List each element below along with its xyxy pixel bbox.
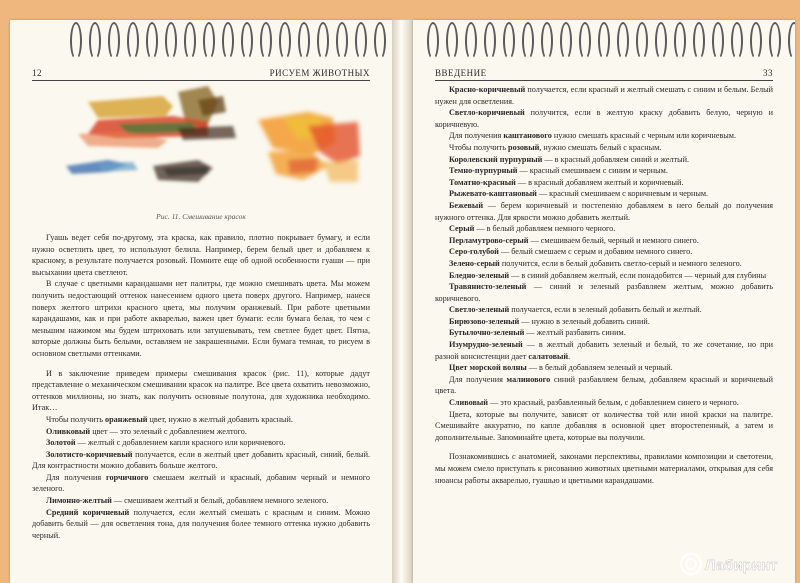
paragraph: [435, 223, 773, 235]
color-term: оранжевый: [105, 414, 148, 424]
spiral-binding: [427, 22, 795, 66]
paragraph: [32, 368, 370, 414]
paragraph-text: — красный смешиваем с коричневым и черным.: [536, 189, 709, 199]
spiral-ring: [465, 22, 477, 60]
paragraph-text: синий разбавляем белым, добавляем красный и коричневый цвета.: [435, 374, 774, 396]
color-term: Сливовый: [449, 398, 489, 408]
color-term: Томатно-красный: [449, 177, 516, 187]
paragraph-text: И в заключение приведем примеры смешивания красок (рис. 11), которые дадут представление о механическом смешивании красок на палитре. Все цвета охватить невозможно, оттенков миллионы, но знать, как получить основные полутона, для художника необходимо. Итак…: [32, 368, 370, 413]
paragraph-text: получается, если в зеленый добавить белый и желтый.: [509, 305, 702, 315]
paragraph-text: Познакомившись с анатомией, законами перспективы, правилами композиции и светотени, мы можем смело приступать к рисованию животных цветными материалами, открывая для себя нюансы работы акварелью, гуашью и цветными карандашами.: [435, 452, 773, 485]
spiral-ring: [427, 22, 439, 60]
paint-mixing-figure: [58, 82, 363, 207]
spiral-ring: [108, 22, 120, 60]
spiral-ring: [579, 22, 591, 60]
spiral-ring: [89, 22, 101, 60]
paragraph: [435, 281, 773, 304]
color-term: Оливковый: [46, 426, 91, 436]
paragraph: [435, 200, 773, 223]
color-term: Изумрудно-зеленый: [449, 340, 523, 350]
watermark-text: Лабиринт: [705, 557, 778, 574]
color-term: Королевский пурпурный: [449, 154, 543, 164]
paragraph-text: — в белый добавляем немного черного.: [474, 224, 616, 234]
paragraph-text: — в желтый добавить зеленый и белый, то же сочетание, но при разной консистенции дает: [435, 340, 773, 361]
paragraph: [32, 426, 370, 438]
paragraph: [435, 339, 773, 362]
paragraph-text: — в красный добавляем синий и желтый.: [542, 154, 690, 164]
spiral-ring: [541, 22, 553, 60]
spiral-ring: [184, 22, 196, 60]
paragraph: [435, 246, 773, 258]
color-term: горчичного: [105, 472, 149, 482]
color-term: Рыжевато-каштановый: [449, 189, 537, 199]
color-term: Золотой: [46, 438, 76, 448]
paragraph-text: Чтобы получить: [46, 414, 106, 424]
page-header: [435, 66, 773, 81]
spiral-ring: [298, 22, 310, 60]
color-term: розовый: [508, 142, 540, 152]
color-term: малинового: [506, 374, 551, 384]
color-term: Зелено-серый: [449, 258, 500, 268]
running-title: РИСУЕМ ЖИВОТНЫХ: [269, 68, 370, 78]
paragraph-text: — смешиваем белый, черный и немного синего.: [528, 235, 699, 245]
color-term: Темно-пурпурный: [449, 166, 518, 176]
color-term: Цвет морской волны: [449, 363, 527, 373]
spiral-ring: [241, 22, 253, 60]
color-term: Бежевый: [449, 200, 484, 210]
spiral-ring: [446, 22, 458, 60]
page-number: 12: [32, 68, 42, 78]
paragraph: [435, 84, 773, 107]
paragraph-text: — это красный, разбавленный белым, с добавлением синего и черного.: [488, 398, 739, 408]
paragraph-text: — в белый добавляем зеленый и черный.: [526, 363, 673, 373]
paragraph-text: Гуашь ведет себя по-другому, эта краска, как правило, плотно покрывает бумагу, и если нужно осветлить цвет, то используют белила. Например, берем белый цвет и добавляем к красному, в результате получается розовый. Помните еще об одной особенности гуаши — при высыхании цвета светлеют.: [32, 233, 370, 277]
paragraph: [32, 232, 370, 278]
color-term: Красно-коричневый: [449, 85, 526, 94]
paragraph-text: — желтый разбавить синим.: [524, 328, 626, 338]
paragraph-text: В случае с цветными карандашами нет палитры, где можно смешивать цвета. Мы можем получить недостающий оттенок нанесением одного цвета поверх другого. Например, нанеся поверх желтого штрихи красного цвета, мы получим оранжевый. При работе цветными карандашами, как и при работе акварелью, важен цвет бумаги: если бумага белая, то чем с меньшим нажимом мы будем штриховать или затушевывать, тем светлее будет цвет. Пятна, которые должны быть белыми, оставляем не закрашенными. Если бумага темная, то рисуем в основном светлыми оттенками.: [32, 279, 370, 358]
paragraph-text: получится, если в белый добавить светло-серый и немного зеленого.: [499, 258, 742, 268]
spiral-ring: [674, 22, 686, 60]
paragraph-text: смешаем желтый и красный, добавим черный и немного зеленого.: [32, 472, 371, 494]
spiral-ring: [203, 22, 215, 60]
book-gutter: [392, 20, 413, 583]
spiral-ring: [560, 22, 572, 60]
color-term: Золотисто-коричневый: [46, 449, 133, 459]
color-term: Бирюзово-зеленый: [449, 316, 520, 326]
paragraph-text: Цвета, которые вы получите, зависят от количества той или иной краски на палитре. Смешивайте аккуратно, по капле добавляя в основной цвет второстепенный, а затем и дополнительные. Запоминайте цвета, которые вы получили.: [435, 409, 773, 442]
color-term: Серо-голубой: [449, 247, 499, 257]
color-term: Серый: [449, 224, 475, 234]
paragraph: [435, 165, 773, 177]
paragraph: [435, 130, 773, 142]
figure-caption: Рис. 11. Смешивание красок: [156, 212, 246, 221]
paragraph-text: цвет — это зеленый с добавлением желтого.: [90, 426, 247, 436]
paragraph-text: — синий и зеленый разбавляем желтым, можно добавить коричневого.: [435, 282, 773, 303]
spiral-ring: [70, 22, 82, 60]
paragraph: [435, 188, 773, 200]
paragraph-text: , нужно смешать белый с красным.: [539, 142, 662, 152]
spiral-ring: [260, 22, 272, 60]
paragraph: [435, 316, 773, 328]
paragraph-text: — смешиваем желтый и белый, добавляем немного зеленого.: [111, 496, 329, 506]
spiral-ring: [750, 22, 762, 60]
paragraph: [435, 451, 773, 486]
color-term: салатовый: [528, 351, 569, 361]
color-term: Светло-зеленый: [449, 305, 510, 315]
paragraph-text: — в синий добавляем желтый, если понадобится — черный для глубины: [509, 270, 767, 280]
paragraph: [435, 107, 773, 130]
color-term: Средний коричневый: [46, 507, 130, 517]
running-title: ВВЕДЕНИЕ: [435, 68, 487, 78]
spiral-ring: [655, 22, 667, 60]
paragraph: [435, 362, 773, 374]
paragraph: [32, 449, 370, 472]
color-term: Бутылочно-зеленый: [449, 328, 525, 338]
spiral-ring: [522, 22, 534, 60]
spiral-ring: [598, 22, 610, 60]
paragraph-text: — берем коричневый и постепенно добавляем в него белый до получения нужного оттенка. Для яркости можно добавить желтый.: [435, 200, 773, 222]
paragraph: [32, 414, 370, 426]
paragraph: [435, 374, 773, 397]
spiral-ring: [731, 22, 743, 60]
page-header: [32, 66, 370, 81]
spiral-ring: [222, 22, 234, 60]
left-swatch: [66, 86, 236, 182]
paragraph: [435, 235, 773, 247]
right-page: [413, 20, 795, 583]
paragraph-text: Чтобы получить: [449, 142, 509, 152]
paragraph-text: — желтый с добавлением капли красного или коричневого.: [75, 438, 286, 448]
paragraph-text: получается, если желтый смешать с красным и синим. Можно добавить белый — для осветления тона, для получения более темного оттенка нужно добавить черный.: [32, 507, 370, 540]
paragraph-text: — нужно в зеленый добавить синий.: [519, 316, 650, 326]
spiral-ring: [355, 22, 367, 60]
paragraph-text: Для получения: [449, 374, 507, 384]
color-term: Светло-коричневый: [449, 108, 525, 118]
spiral-ring: [146, 22, 158, 60]
paragraph: [32, 472, 370, 495]
spiral-ring: [374, 22, 386, 60]
color-term: Травянисто-зеленый: [449, 282, 527, 292]
spiral-ring: [317, 22, 329, 60]
spiral-ring: [788, 22, 795, 60]
spiral-ring: [617, 22, 629, 60]
paragraph-text: получится, если в желтую краску добавить белую, черную и коричневую.: [435, 108, 773, 129]
paragraph-text: нужно смешать красный с черным или коричневым.: [551, 131, 737, 141]
color-term: каштанового: [503, 131, 552, 141]
spiral-ring: [712, 22, 724, 60]
paragraph-text: — красный смешиваем с синим и черным.: [517, 166, 668, 176]
spiral-ring: [484, 22, 496, 60]
paragraph-text: цвет, нужно в желтый добавить красный.: [147, 414, 293, 424]
spiral-ring: [769, 22, 781, 60]
paragraph: [32, 437, 370, 449]
spiral-ring: [127, 22, 139, 60]
paragraph: [32, 495, 370, 507]
paragraph: [435, 327, 773, 339]
spiral-binding: [70, 22, 392, 66]
paragraph-text: получается, если красный и желтый смешать с синим и белым. Белый нужен для осветления.: [435, 85, 773, 106]
paragraph: [435, 304, 773, 316]
spiral-ring: [636, 22, 648, 60]
paragraph: [435, 177, 773, 189]
paragraph-text: Для получения: [449, 131, 504, 141]
labyrinth-icon: [681, 554, 701, 574]
color-term: Лимонно-желтый: [46, 496, 112, 506]
paragraph-text: получается, если в желтый цвет добавить красный, синий, белый. Для контрастности можно добавить больше желтого.: [32, 449, 370, 471]
watermark-logo: [679, 551, 789, 577]
color-term: Бледно-зеленый: [449, 270, 510, 280]
paragraph: [435, 154, 773, 166]
right-swatch: [258, 112, 360, 182]
page-number: 33: [763, 68, 773, 78]
left-body-text: [32, 232, 370, 541]
paragraph-text: — в красный добавляем желтый и коричневый.: [515, 177, 684, 187]
spiral-ring: [279, 22, 291, 60]
right-body-text: [435, 84, 773, 486]
paragraph-text: .: [568, 351, 571, 361]
spiral-ring: [336, 22, 348, 60]
spiral-ring: [165, 22, 177, 60]
paragraph-text: Для получения: [46, 472, 106, 482]
paragraph: [435, 258, 773, 270]
paragraph: [32, 278, 370, 359]
paragraph: [435, 270, 773, 282]
paragraph: [435, 409, 773, 444]
paragraph: [435, 397, 773, 409]
paragraph: [32, 507, 370, 542]
color-term: Перламутрово-серый: [449, 235, 529, 245]
spiral-ring: [503, 22, 515, 60]
paragraph: [435, 142, 773, 154]
spiral-ring: [693, 22, 705, 60]
paragraph-text: — белый смешаем с серым и добавим немного синего.: [498, 247, 693, 257]
left-page: [10, 20, 392, 583]
